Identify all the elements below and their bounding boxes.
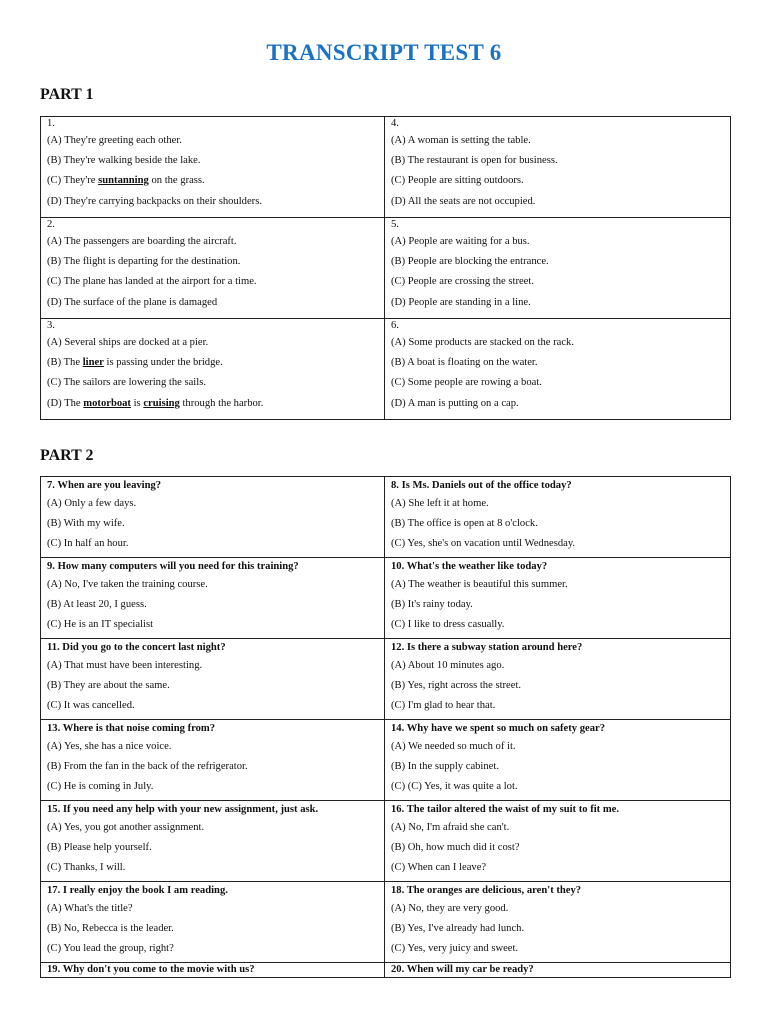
question-cell xyxy=(41,558,385,639)
option-text: is xyxy=(130,397,144,409)
answer-option xyxy=(391,171,730,191)
answer-option xyxy=(391,353,730,373)
answer-option: (B) Yes, I've already had lunch. xyxy=(391,923,525,935)
option-text: on the grass. xyxy=(148,175,205,187)
question-text: 9. How many computers will you need for this training? xyxy=(47,561,299,572)
question-text: 13. Where is that noise coming from? xyxy=(47,723,216,734)
answer-option xyxy=(391,151,730,171)
option-text: (C) People are sitting outdoors. xyxy=(391,175,524,187)
answer-option xyxy=(391,232,730,252)
answer-option: (A) That must have been interesting. xyxy=(47,660,203,671)
vocabulary-word: suntanning xyxy=(98,175,149,187)
option-text: (B) The flight is departing for the destination. xyxy=(47,256,241,268)
answer-option xyxy=(47,252,384,272)
answer-option: (A) About 10 minutes ago. xyxy=(391,660,505,671)
part2-table xyxy=(40,476,731,978)
answer-option: (B) No, Rebecca is the leader. xyxy=(47,923,174,935)
question-number: 2. xyxy=(47,219,55,230)
table-row xyxy=(41,218,731,319)
answer-option xyxy=(391,252,730,272)
option-text: (C) The sailors are lowering the sails. xyxy=(47,377,206,389)
option-text: (A) A woman is setting the table. xyxy=(391,135,531,146)
answer-option xyxy=(47,293,384,313)
option-text: (D) They're carrying backpacks on their shoulders. xyxy=(47,195,262,207)
vocabulary-word: cruising xyxy=(143,397,180,409)
question-number: 3. xyxy=(47,320,55,331)
question-cell xyxy=(385,117,731,218)
answer-option xyxy=(391,373,730,393)
question-text: 17. I really enjoy the book I am reading. xyxy=(47,885,228,896)
question-cell xyxy=(41,319,385,420)
answer-option: (A) What's the title? xyxy=(47,903,133,914)
answer-option: (C) When can I leave? xyxy=(391,862,487,874)
part1-table xyxy=(40,116,731,420)
option-text: (C) The plane has landed at the airport for a time. xyxy=(47,276,257,288)
option-text: (B) The restaurant is open for business. xyxy=(391,155,558,167)
answer-option: (C) I'm glad to hear that. xyxy=(391,700,496,712)
option-text: (B) People are blocking the entrance. xyxy=(391,256,549,268)
answer-option: (A) She left it at home. xyxy=(391,498,489,509)
answer-option: (C) I like to dress casually. xyxy=(391,619,505,631)
answer-option: (B) They are about the same. xyxy=(47,680,170,692)
answer-option: (B) In the supply cabinet. xyxy=(391,761,499,773)
table-row xyxy=(41,801,731,882)
question-text: 20. When will my car be ready? xyxy=(391,964,534,975)
option-text: (D) The surface of the plane is damaged xyxy=(47,296,218,308)
answer-option: (B) The office is open at 8 o'clock. xyxy=(391,518,538,530)
question-cell xyxy=(41,720,385,801)
part2-heading: PART 2 xyxy=(40,447,94,464)
question-text: 12. Is there a subway station around here? xyxy=(391,642,583,653)
answer-option xyxy=(391,333,730,353)
answer-option xyxy=(47,353,384,373)
answer-option: (C) He is coming in July. xyxy=(47,781,154,793)
document-title: TRANSCRIPT TEST 6 xyxy=(266,40,502,65)
table-row xyxy=(41,117,731,218)
option-text: (D) All the seats are not occupied. xyxy=(391,195,536,207)
answer-option xyxy=(391,394,730,414)
answer-option: (A) Yes, she has a nice voice. xyxy=(47,741,172,752)
option-text: (D) The xyxy=(47,397,84,409)
answer-option: (B) From the fan in the back of the refrigerator. xyxy=(47,761,248,773)
answer-option: (B) Oh, how much did it cost? xyxy=(391,842,520,854)
table-row xyxy=(41,319,731,420)
answer-option: (A) Only a few days. xyxy=(47,498,137,509)
answer-option: (C) In half an hour. xyxy=(47,538,129,550)
question-text: 15. If you need any help with your new assignment, just ask. xyxy=(47,804,319,815)
answer-option xyxy=(47,151,384,171)
answer-option xyxy=(47,373,384,393)
option-text: (A) They're greeting each other. xyxy=(47,135,182,146)
answer-option: (B) At least 20, I guess. xyxy=(47,599,147,611)
question-cell xyxy=(385,558,731,639)
option-text: (A) People are waiting for a bus. xyxy=(391,236,530,247)
answer-option xyxy=(47,232,384,252)
option-text: (A) Some products are stacked on the rack. xyxy=(391,337,574,348)
answer-option: (C) He is an IT specialist xyxy=(47,619,154,631)
table-row xyxy=(41,558,731,639)
option-text: (B) The xyxy=(47,357,83,369)
question-cell xyxy=(41,218,385,319)
question-text: 7. When are you leaving? xyxy=(47,480,162,491)
answer-option xyxy=(47,192,384,212)
question-cell xyxy=(385,477,731,558)
answer-option: (A) The weather is beautiful this summer. xyxy=(391,579,568,590)
question-text: 8. Is Ms. Daniels out of the office today? xyxy=(391,480,572,491)
answer-option xyxy=(391,131,730,151)
answer-option xyxy=(47,333,384,353)
option-text: through the harbor. xyxy=(179,397,264,409)
vocabulary-word: liner xyxy=(82,357,104,369)
option-text: (D) People are standing in a line. xyxy=(391,296,531,308)
option-text: (B) A boat is floating on the water. xyxy=(391,357,538,369)
answer-option xyxy=(391,272,730,292)
question-cell xyxy=(385,218,731,319)
question-cell xyxy=(385,319,731,420)
answer-option: (C) (C) Yes, it was quite a lot. xyxy=(391,781,518,793)
question-cell xyxy=(385,963,731,978)
question-number: 5. xyxy=(391,219,399,230)
question-number: 6. xyxy=(391,320,399,331)
option-text: (C) People are crossing the street. xyxy=(391,276,534,288)
question-number: 1. xyxy=(47,118,55,129)
answer-option: (C) It was cancelled. xyxy=(47,700,135,712)
question-cell xyxy=(385,720,731,801)
answer-option: (C) Yes, very juicy and sweet. xyxy=(391,943,519,955)
answer-option xyxy=(391,293,730,313)
answer-option: (B) It's rainy today. xyxy=(391,599,473,611)
question-number: 4. xyxy=(391,118,399,129)
answer-option xyxy=(47,394,384,414)
question-text: 14. Why have we spent so much on safety gear? xyxy=(391,723,606,734)
question-cell xyxy=(41,963,385,978)
question-text: 11. Did you go to the concert last night? xyxy=(47,642,226,653)
question-text: 16. The tailor altered the waist of my suit to fit me. xyxy=(391,804,620,815)
option-text: (C) They're xyxy=(47,175,99,187)
answer-option: (B) Please help yourself. xyxy=(47,842,152,854)
option-text: (A) The passengers are boarding the aircraft. xyxy=(47,236,237,247)
part1-heading: PART 1 xyxy=(40,86,94,103)
answer-option: (A) No, I've taken the training course. xyxy=(47,579,208,590)
question-cell xyxy=(41,801,385,882)
option-text: (D) A man is putting on a cap. xyxy=(391,397,519,409)
option-text: (A) Several ships are docked at a pier. xyxy=(47,337,209,348)
answer-option xyxy=(391,192,730,212)
option-text: (C) Some people are rowing a boat. xyxy=(391,377,542,389)
answer-option xyxy=(47,131,384,151)
answer-option: (C) You lead the group, right? xyxy=(47,943,174,955)
answer-option: (B) With my wife. xyxy=(47,518,125,530)
answer-option: (C) Thanks, I will. xyxy=(47,862,126,874)
option-text: (B) They're walking beside the lake. xyxy=(47,155,201,167)
table-row xyxy=(41,720,731,801)
answer-option: (A) Yes, you got another assignment. xyxy=(47,822,205,833)
answer-option: (A) No, they are very good. xyxy=(391,903,509,914)
table-row xyxy=(41,639,731,720)
table-row xyxy=(41,963,731,978)
option-text: is passing under the bridge. xyxy=(103,357,223,369)
table-row xyxy=(41,882,731,963)
answer-option: (B) Yes, right across the street. xyxy=(391,680,522,692)
question-cell xyxy=(41,477,385,558)
question-cell xyxy=(385,639,731,720)
question-cell xyxy=(385,801,731,882)
answer-option xyxy=(47,272,384,292)
question-cell xyxy=(41,882,385,963)
question-cell xyxy=(41,117,385,218)
answer-option xyxy=(47,171,384,191)
table-row xyxy=(41,477,731,558)
vocabulary-word: motorboat xyxy=(83,397,131,409)
answer-option: (A) We needed so much of it. xyxy=(391,741,516,752)
question-text: 19. Why don't you come to the movie with us? xyxy=(47,964,255,975)
question-text: 10. What's the weather like today? xyxy=(391,561,548,572)
answer-option: (A) No, I'm afraid she can't. xyxy=(391,822,510,833)
question-cell xyxy=(385,882,731,963)
question-text: 18. The oranges are delicious, aren't they? xyxy=(391,885,582,896)
answer-option: (C) Yes, she's on vacation until Wednesday. xyxy=(391,538,576,550)
question-cell xyxy=(41,639,385,720)
